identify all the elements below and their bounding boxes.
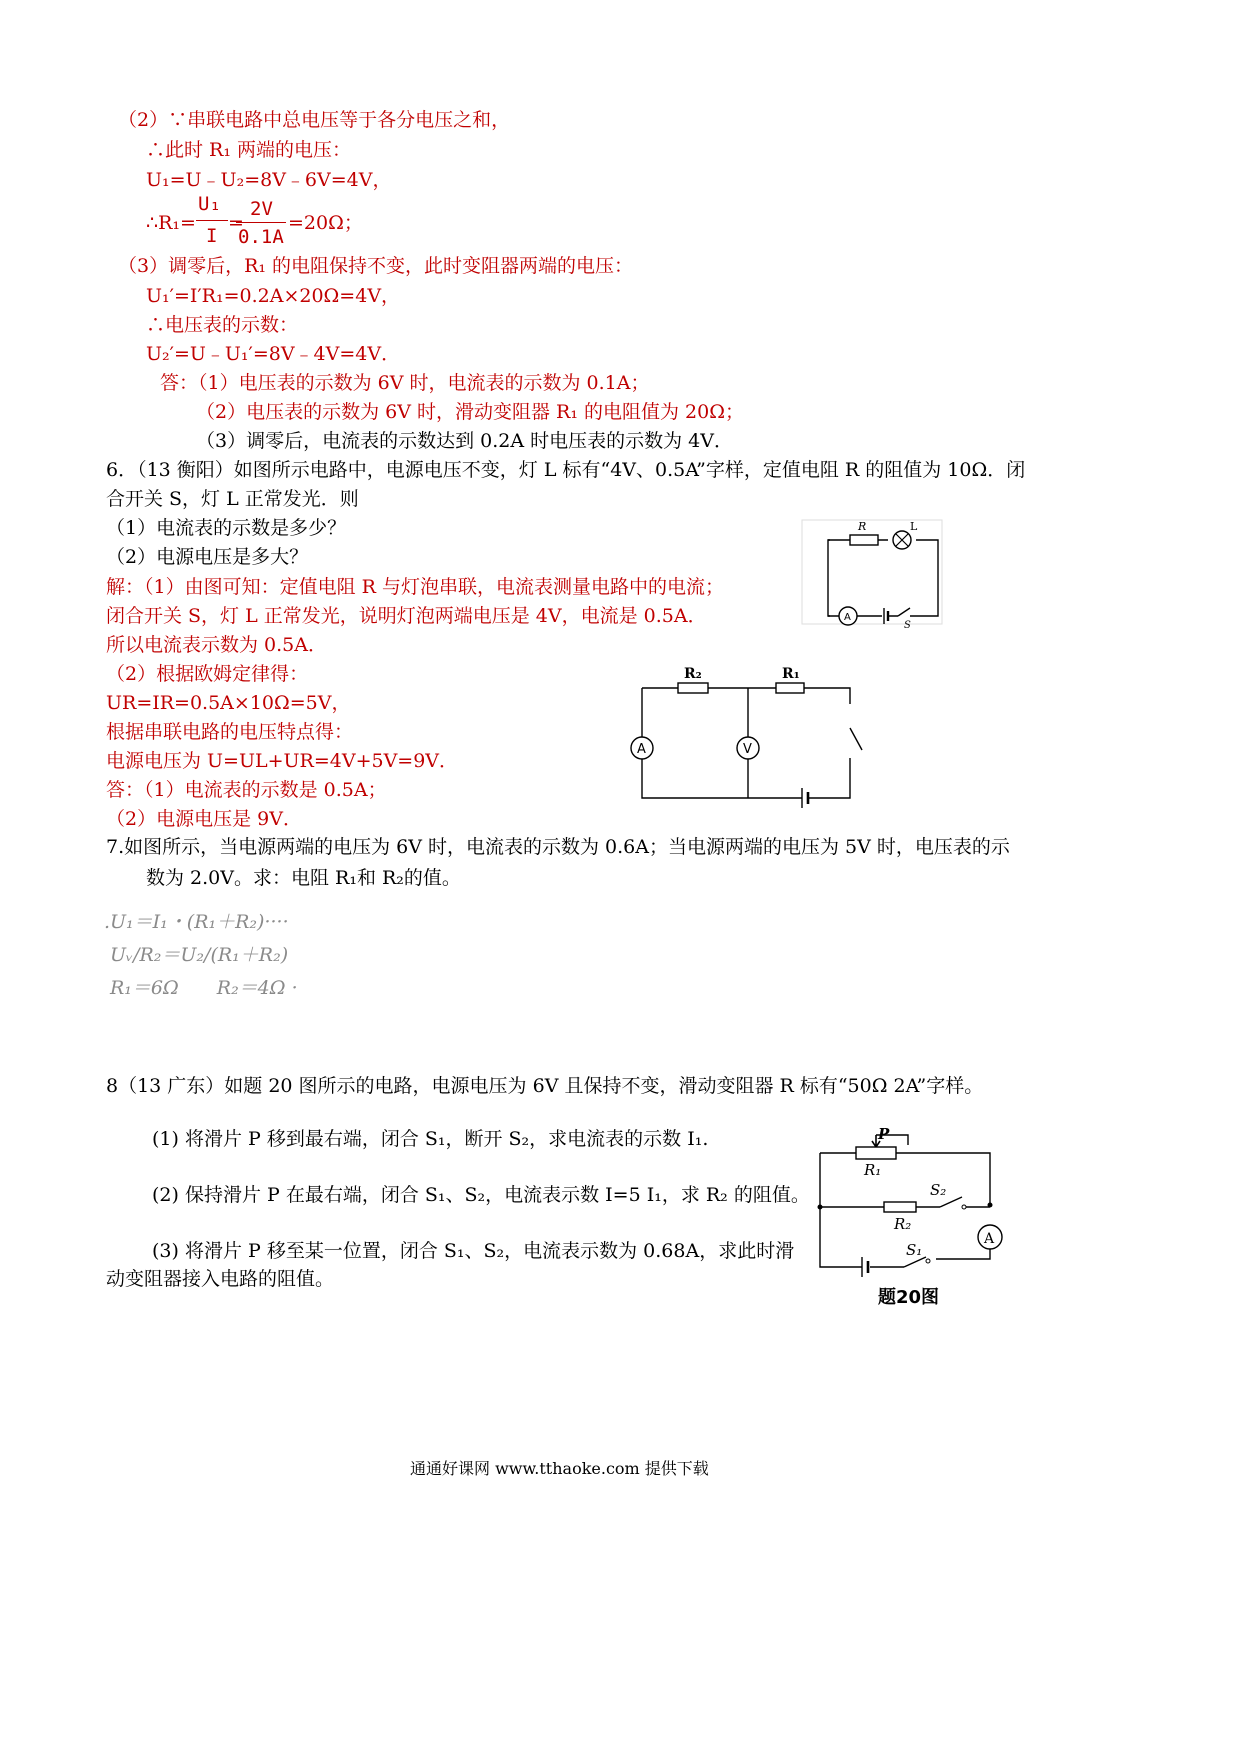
q6-solution1: 解：（1）由图可知：定值电阻 R 与灯泡串联，电流表测量电路中的电流； [106,576,724,598]
fraction2-bar [236,222,286,223]
fraction1-numerator: U₁ [198,193,221,215]
q8-part1: (1) 将滑片 P 移到最右端，闭合 S₁，断开 S₂，求电流表的示数 I₁. [152,1128,709,1150]
q6-line1: 6．（13 衡阳）如图所示电路中，电源电压不变，灯 L 标有“4V、0.5A”字样，定值电阻 R 的阻值为 10Ω．闭 [106,459,1026,481]
figure-caption: 题20图 [878,1287,940,1308]
q6-question2: （2）电源电压是多大？ [106,546,309,568]
label-R1: R₁ [782,666,800,682]
q6-question1: （1）电流表的示数是多少？ [106,517,347,539]
q6-solution7: 电源电压为 U=UL+UR=4V+5V=9V． [106,750,459,772]
fraction2-numerator: 2V [250,198,273,220]
q6-solution4: （2）根据欧姆定律得： [106,663,309,685]
q8-circuit-diagram [812,1125,1012,1310]
sol5-line7: ∴电压表的示数： [146,314,299,336]
label-S2: S₂ [930,1181,947,1199]
resistor-R2 [678,683,708,693]
label-A: A [844,612,851,623]
q7-gray-eq1: .U₁＝I₁・(R₁＋R₂)···· [104,911,289,933]
switch-S [898,608,910,616]
fraction1-bar [196,220,228,221]
q6-circuit-diagram [800,518,945,630]
q6-line2: 合开关 S，灯 L 正常发光．则 [106,488,359,510]
q6-answer2: （2）电源电压是 9V． [106,808,302,830]
q6-answer1: 答：（1）电流表的示数是 0.5A； [106,779,387,801]
resistor-R2 [884,1202,916,1212]
label-A: A [984,1231,995,1247]
label-A: A [637,742,646,757]
sol5-line6: U₁′=I′R₁=0.2A×20Ω=4V， [146,285,401,307]
label-R2: R₂ [684,666,702,682]
label-S: S [904,620,911,631]
label-V: V [743,742,752,757]
q7-gray-eq3: R₁＝6Ω R₂＝4Ω · [110,977,298,999]
resistor-R [850,535,878,545]
label-P: P [878,1125,890,1143]
q8-line1: 8（13 广东）如题 20 图所示的电路，电源电压为 6V 且保持不变，滑动变阻器 R 标有“50Ω 2A”字样。 [106,1075,984,1097]
sol5-answer2: （2）电压表的示数为 6V 时，滑动变阻器 R₁ 的电阻值为 20Ω； [196,401,744,423]
q6-solution6: 根据串联电路的电压特点得： [106,721,354,743]
sol5-answer1: 答：（1）电压表的示数为 6V 时，电流表的示数为 0.1A； [160,372,650,394]
fraction2-denominator: 0.1A [238,226,284,248]
q7-gray-eq2: Uᵥ/R₂＝U₂/(R₁＋R₂) [110,944,289,966]
fraction-prefix: ∴R₁= [146,212,196,234]
q7-line1: 7.如图所示，当电源两端的电压为 6V 时，电流表的示数为 0.6A；当电源两端的电压为 5V 时，电压表的示 [106,836,1010,858]
q8-part2: (2) 保持滑片 P 在最右端，闭合 S₁、S₂，电流表示数 I=5 I₁，求 R₂ 的阻值。 [152,1184,810,1206]
q6-solution5: UR=IR=0.5A×10Ω=5V， [106,692,351,714]
page-footer: 通通好课网 www.tthaoke.com 提供下载 [410,1459,709,1478]
switch-icon [850,728,862,750]
sol5-line5: （3）调零后，R₁ 的电阻保持不变，此时变阻器两端的电压： [118,255,634,277]
q8-part3: (3) 将滑片 P 移至某一位置，闭合 S₁、S₂，电流表示数为 0.68A，求此时滑 [152,1240,795,1262]
label-R1: R₁ [864,1161,882,1179]
sol5-line2: ∴此时 R₁ 两端的电压： [146,139,352,161]
label-R2: R₂ [894,1215,912,1233]
label-L: L [910,520,918,533]
sol5-line8: U₂′=U﹣U₁′=8V﹣4V=4V． [146,343,401,365]
q6-solution2: 闭合开关 S，灯 L 正常发光，说明灯泡两端电压是 4V，电流是 0.5A． [106,605,707,627]
sol5-answer3: （3）调零后，电流表的示数达到 0.2A 时电压表的示数为 4V． [196,430,733,452]
q8-part4: 动变阻器接入电路的阻值。 [106,1268,335,1290]
q6-solution3: 所以电流表示数为 0.5A． [106,634,327,656]
label-R: R [858,520,867,533]
sol5-line1: （2）∵串联电路中总电压等于各分电压之和， [118,109,511,131]
sol5-line3: U₁=U﹣U₂=8V﹣6V=4V， [146,169,392,191]
fraction-suffix: =20Ω； [288,212,363,234]
fraction1-denominator: I [206,225,218,247]
q7-line2: 数为 2.0V。求：电阻 R₁和 R₂的值。 [146,867,461,889]
resistor-R1 [776,683,804,693]
q7-circuit-diagram [626,658,866,804]
rheostat-R1 [856,1147,896,1159]
label-S1: S₁ [906,1241,923,1259]
